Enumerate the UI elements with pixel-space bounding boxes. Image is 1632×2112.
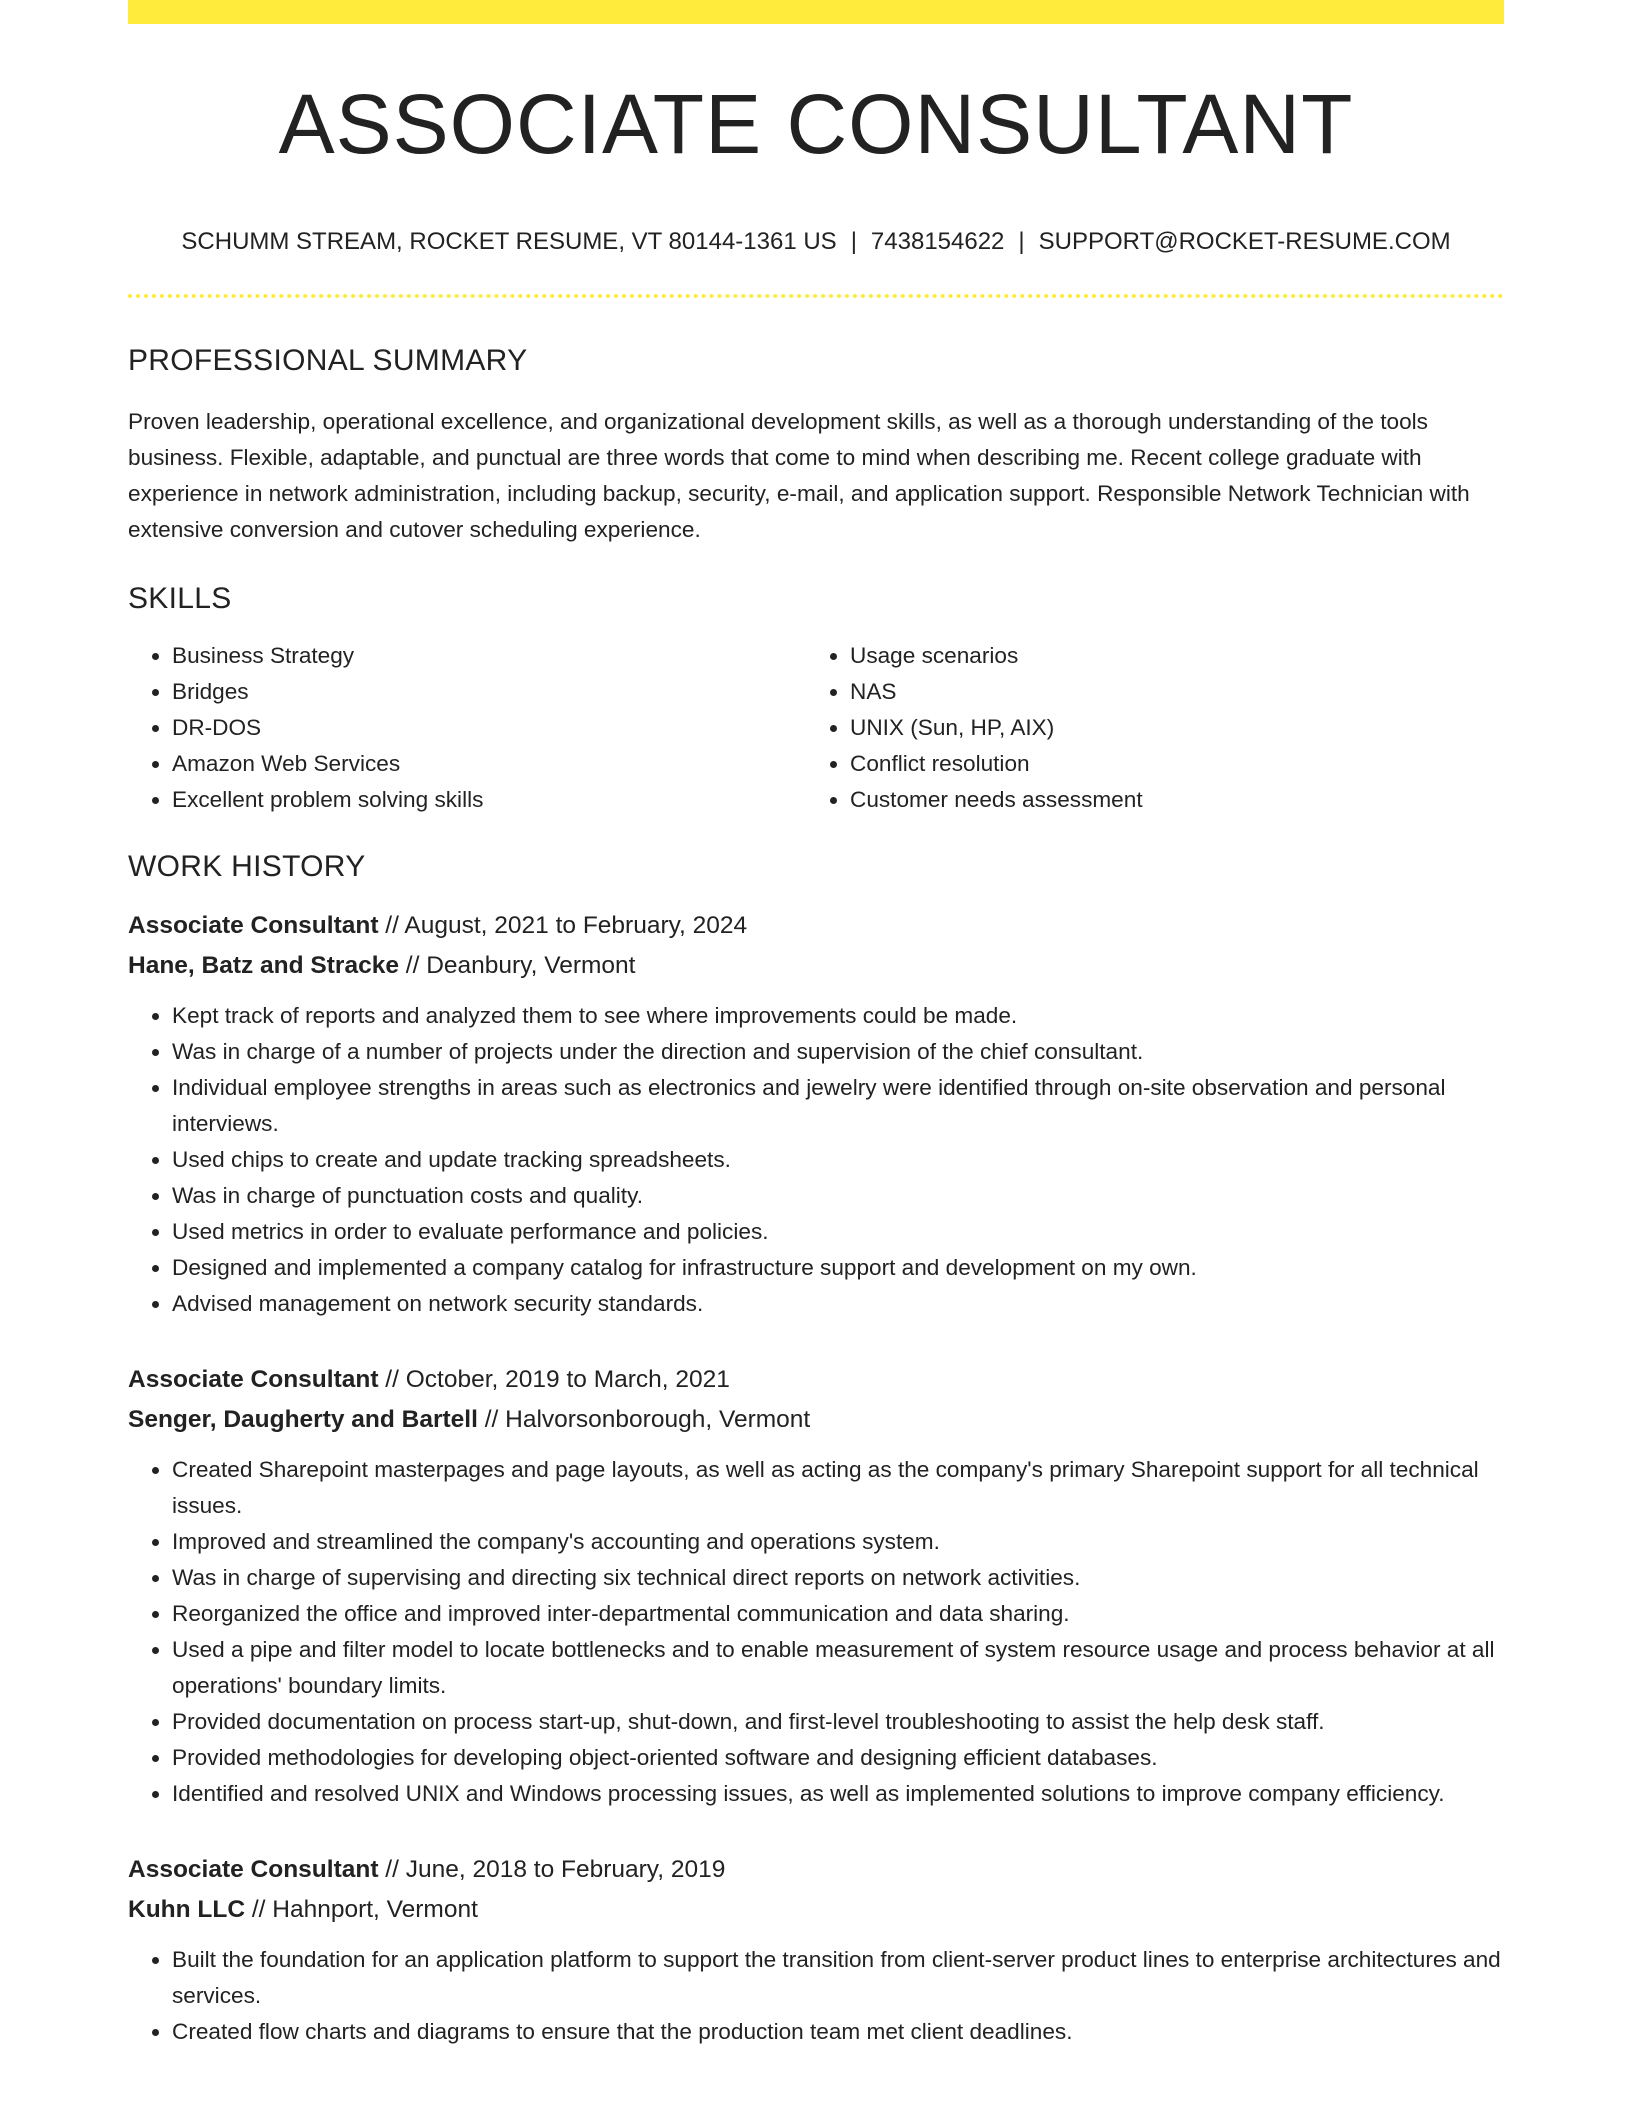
job-bullet: • Created flow charts and diagrams to ensure that the production team met client deadlines.	[172, 2014, 1504, 2050]
job-company-line	[128, 1400, 1504, 1440]
job-bullet: • Kept track of reports and analyzed them to see where improvements could be made.	[172, 998, 1504, 1034]
job-location: // Deanbury, Vermont	[398, 952, 636, 979]
contact-separator: |	[1018, 228, 1025, 255]
job-company-line	[128, 1890, 1504, 1930]
job-title-line	[128, 1360, 1504, 1400]
job-bullet: • Individual employee strengths in areas such as electronics and jewelry were identified through on-site observation and personal interviews.	[172, 1070, 1504, 1142]
summary-heading: PROFESSIONAL SUMMARY	[128, 344, 528, 377]
job-location: // Halvorsonborough, Vermont	[477, 1406, 811, 1433]
contact-phone: 7438154622	[870, 228, 1005, 255]
job-dates: // June, 2018 to February, 2019	[378, 1856, 726, 1883]
job-entry	[128, 906, 1504, 1322]
contact-separator: |	[850, 228, 857, 255]
job-role: Associate Consultant	[128, 912, 379, 939]
resume-name: ASSOCIATE CONSULTANT	[278, 77, 1354, 171]
job-bullet: • Improved and streamlined the company's accounting and operations system.	[172, 1524, 1504, 1560]
job-bullets	[128, 1942, 1504, 2050]
job-title-line	[128, 1850, 1504, 1890]
contact-email: SUPPORT@ROCKET-RESUME.COM	[1038, 228, 1451, 255]
job-company-line	[128, 946, 1504, 986]
job-dates: // October, 2019 to March, 2021	[378, 1366, 730, 1393]
job-bullet: • Provided methodologies for developing object-oriented software and designing efficient databases.	[172, 1740, 1504, 1776]
job-bullet: • Advised management on network security standards.	[172, 1286, 1504, 1322]
skill-item: • Bridges	[172, 674, 806, 710]
job-bullet: • Was in charge of punctuation costs and quality.	[172, 1178, 1504, 1214]
summary-text: Proven leadership, operational excellence, and organizational development skills, as well as a thorough understanding of the tools business. Flexible, adaptable, and punctual are three words that come to mind when describing me. Recent college graduate with experience in network administration, including backup, security, e-mail, and application support. Responsible Network Technician with extensive conversion and cutover scheduling experience.	[128, 409, 1470, 542]
skill-item: • Customer needs assessment	[850, 782, 1484, 818]
skills-column-right	[806, 638, 1484, 818]
skill-item: • UNIX (Sun, HP, AIX)	[850, 710, 1484, 746]
job-bullets	[128, 1452, 1504, 1812]
job-bullet: • Reorganized the office and improved inter-departmental communication and data sharing.	[172, 1596, 1504, 1632]
skill-item: • Excellent problem solving skills	[172, 782, 806, 818]
job-bullet: • Was in charge of supervising and directing six technical direct reports on network activities.	[172, 1560, 1504, 1596]
job-bullets	[128, 998, 1504, 1322]
job-company: Senger, Daugherty and Bartell	[128, 1406, 478, 1433]
job-bullet: • Designed and implemented a company catalog for infrastructure support and development on my own.	[172, 1250, 1504, 1286]
skill-item: • Usage scenarios	[850, 638, 1484, 674]
job-role: Associate Consultant	[128, 1366, 379, 1393]
skill-item: • Amazon Web Services	[172, 746, 806, 782]
job-bullet: • Used a pipe and filter model to locate bottlenecks and to enable measurement of system resource usage and process behavior at all operations' boundary limits.	[172, 1632, 1504, 1704]
job-title-line	[128, 906, 1504, 946]
job-bullet: • Used chips to create and update tracking spreadsheets.	[172, 1142, 1504, 1178]
skills-list	[128, 638, 1504, 818]
job-dates: // August, 2021 to February, 2024	[378, 912, 748, 939]
skill-item: • Business Strategy	[172, 638, 806, 674]
job-bullet: • Created Sharepoint masterpages and page layouts, as well as acting as the company's primary Sharepoint support for all technical issues.	[172, 1452, 1504, 1524]
skills-heading: SKILLS	[128, 582, 232, 615]
job-location: // Hahnport, Vermont	[245, 1896, 478, 1923]
contact-address: SCHUMM STREAM, ROCKET RESUME, VT 80144-1361 US	[181, 228, 837, 255]
work-history-heading: WORK HISTORY	[128, 850, 366, 883]
skill-item: • Conflict resolution	[850, 746, 1484, 782]
job-role: Associate Consultant	[128, 1856, 379, 1883]
job-bullet: • Used metrics in order to evaluate performance and policies.	[172, 1214, 1504, 1250]
contact-line	[128, 230, 1504, 254]
job-company: Hane, Batz and Stracke	[128, 952, 399, 979]
job-bullet: • Was in charge of a number of projects under the direction and supervision of the chief consultant.	[172, 1034, 1504, 1070]
skill-item: • DR-DOS	[172, 710, 806, 746]
skill-item: • NAS	[850, 674, 1484, 710]
skills-column-left	[128, 638, 806, 818]
job-company: Kuhn LLC	[128, 1896, 246, 1923]
job-entry	[128, 1850, 1504, 2050]
top-accent-bar	[128, 0, 1504, 24]
job-bullet: • Identified and resolved UNIX and Windows processing issues, as well as implemented solutions to improve company efficiency.	[172, 1776, 1504, 1812]
resume-page	[128, 0, 1504, 2050]
header-divider	[128, 294, 1504, 298]
job-bullet: • Built the foundation for an application platform to support the transition from client-server product lines to enterprise architectures and services.	[172, 1942, 1504, 2014]
job-entry	[128, 1360, 1504, 1812]
job-bullet: • Provided documentation on process start-up, shut-down, and first-level troubleshooting to assist the help desk staff.	[172, 1704, 1504, 1740]
